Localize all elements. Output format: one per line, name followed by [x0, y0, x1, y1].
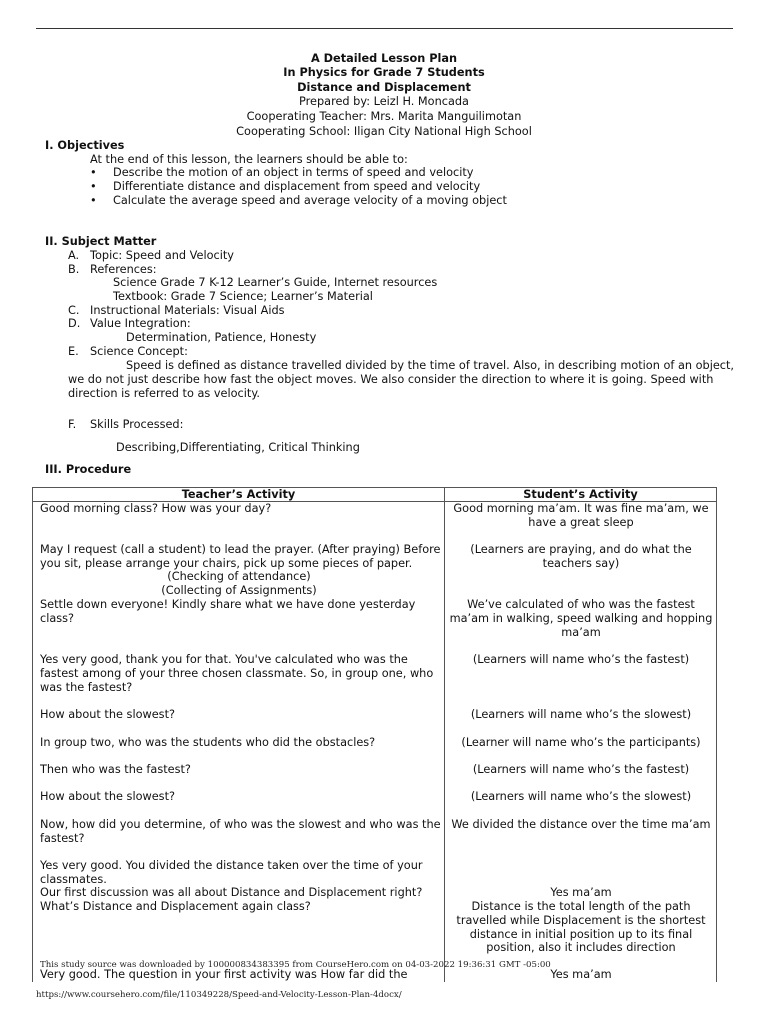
list-marker: E. [68, 345, 79, 358]
skills-line: Describing,Differentiating, Critical Thinking [116, 441, 360, 454]
teacher-line: How about the slowest? [40, 790, 175, 803]
doc-topic-title: Distance and Displacement [297, 81, 471, 94]
cooperating-school: Cooperating School: Iligan City National High School [236, 125, 532, 138]
top-divider [36, 28, 733, 29]
teacher-line: fastest among of your three chosen classmate. So, in group one, who [40, 667, 434, 680]
teacher-line: What’s Distance and Displacement again class? [40, 900, 311, 913]
student-line: (Learners will name who’s the fastest) [472, 763, 690, 776]
value-integration-label: Value Integration: [90, 317, 191, 330]
teacher-line: Very good. The question in your first activity was How far did the [40, 968, 408, 981]
materials-line: Instructional Materials: Visual Aids [90, 304, 285, 317]
objective-item: Describe the motion of an object in terms of speed and velocity [113, 166, 474, 179]
teacher-line: class? [40, 612, 75, 625]
teacher-line: (Collecting of Assignments) [161, 584, 317, 597]
student-line: (Learner will name who’s the participants) [461, 736, 701, 749]
teacher-line: fastest? [40, 832, 85, 845]
subject-matter-heading: II. Subject Matter [45, 235, 157, 248]
student-line: travelled while Displacement is the shortest [456, 914, 706, 927]
prepared-by: Prepared by: Leizl H. Moncada [299, 95, 469, 108]
student-line: (Learners are praying, and do what the [470, 543, 692, 556]
objective-item: Differentiate distance and displacement from speed and velocity [113, 180, 481, 193]
objective-bullet-icon: • [90, 180, 97, 193]
teacher-line: Good morning class? How was your day? [40, 502, 272, 515]
teacher-line: Settle down everyone! Kindly share what we have done yesterday [40, 598, 416, 611]
objective-bullet-icon: • [90, 166, 97, 179]
download-source-notice: This study source was downloaded by 100000834383395 from CourseHero.com on 04-03-2022 19:36:31 GMT -05:00 [40, 960, 551, 970]
student-line: (Learners will name who’s the slowest) [470, 790, 692, 803]
teacher-line: classmates. [40, 873, 107, 886]
reference-line: Textbook: Grade 7 Science; Learner’s Material [113, 290, 373, 303]
value-integration-line: Determination, Patience, Honesty [126, 331, 317, 344]
source-url[interactable]: https://www.coursehero.com/file/110349228/Speed-and-Velocity-Lesson-Plan-4docx/ [36, 990, 402, 1000]
student-line: Yes ma’am [550, 968, 612, 981]
science-concept-text: we do not just describe how fast the object moves. We also consider the direction to where it is going. Speed with [68, 373, 714, 386]
objectives-heading: I. Objectives [45, 139, 125, 152]
procedure-heading: III. Procedure [45, 463, 132, 476]
list-marker: D. [68, 317, 81, 330]
student-line: ma’am in walking, speed walking and hopping [449, 612, 713, 625]
teacher-activity-cell [33, 502, 445, 983]
topic-line: Topic: Speed and Velocity [90, 249, 234, 262]
procedure-table [32, 487, 717, 982]
student-line: (Learners will name who’s the fastest) [472, 653, 690, 666]
teacher-activity-header: Teacher’s Activity [33, 488, 445, 502]
teacher-line: Yes very good, thank you for that. You've calculated who was the [40, 653, 408, 666]
objective-bullet-icon: • [90, 194, 97, 207]
student-line: Good morning ma’am. It was fine ma’am, we [453, 502, 709, 515]
teacher-line: Now, how did you determine, of who was the slowest and who was the [40, 818, 441, 831]
teacher-line: (Checking of attendance) [167, 570, 311, 583]
teacher-line: Yes very good. You divided the distance taken over the time of your [40, 859, 423, 872]
doc-subtitle: In Physics for Grade 7 Students [283, 66, 485, 79]
teacher-line: May I request (call a student) to lead the prayer. (After praying) Before [40, 543, 441, 556]
student-line: Yes ma’am [550, 886, 612, 899]
reference-line: Science Grade 7 K-12 Learner’s Guide, Internet resources [113, 276, 438, 289]
objective-item: Calculate the average speed and average velocity of a moving object [113, 194, 507, 207]
cooperating-teacher: Cooperating Teacher: Mrs. Marita Manguilimotan [246, 110, 522, 123]
student-activity-cell [445, 502, 717, 983]
doc-title: A Detailed Lesson Plan [310, 52, 458, 65]
student-line: We divided the distance over the time ma’am [451, 818, 711, 831]
teacher-line: was the fastest? [40, 681, 133, 694]
student-line: have a great sleep [528, 516, 634, 529]
student-line: distance in initial position up to its final [469, 928, 693, 941]
teacher-line: How about the slowest? [40, 708, 175, 721]
list-marker: A. [68, 249, 80, 262]
teacher-line: Then who was the fastest? [40, 763, 191, 776]
student-line: We’ve calculated of who was the fastest [467, 598, 695, 611]
science-concept-label: Science Concept: [90, 345, 188, 358]
science-concept-text: Speed is defined as distance travelled divided by the time of travel. Also, in describing motion of an object, [126, 359, 735, 372]
objectives-intro: At the end of this lesson, the learners should be able to: [90, 153, 408, 166]
student-line: teachers say) [542, 557, 620, 570]
list-marker: C. [68, 304, 80, 317]
list-marker: F. [68, 418, 77, 431]
student-line: Distance is the total length of the path [471, 900, 691, 913]
science-concept-text: direction is referred to as velocity. [68, 387, 261, 400]
student-line: position, also it includes direction [486, 941, 676, 954]
teacher-line: Our first discussion was all about Distance and Displacement right? [40, 886, 423, 899]
teacher-line: you sit, please arrange your chairs, pick up some pieces of paper. [40, 557, 413, 570]
student-activity-header: Student’s Activity [445, 488, 717, 502]
skills-label: Skills Processed: [90, 418, 184, 431]
list-marker: B. [68, 263, 80, 276]
references-label: References: [90, 263, 157, 276]
student-line: ma’am [561, 626, 601, 639]
student-line: (Learners will name who’s the slowest) [470, 708, 692, 721]
teacher-line: In group two, who was the students who did the obstacles? [40, 736, 376, 749]
